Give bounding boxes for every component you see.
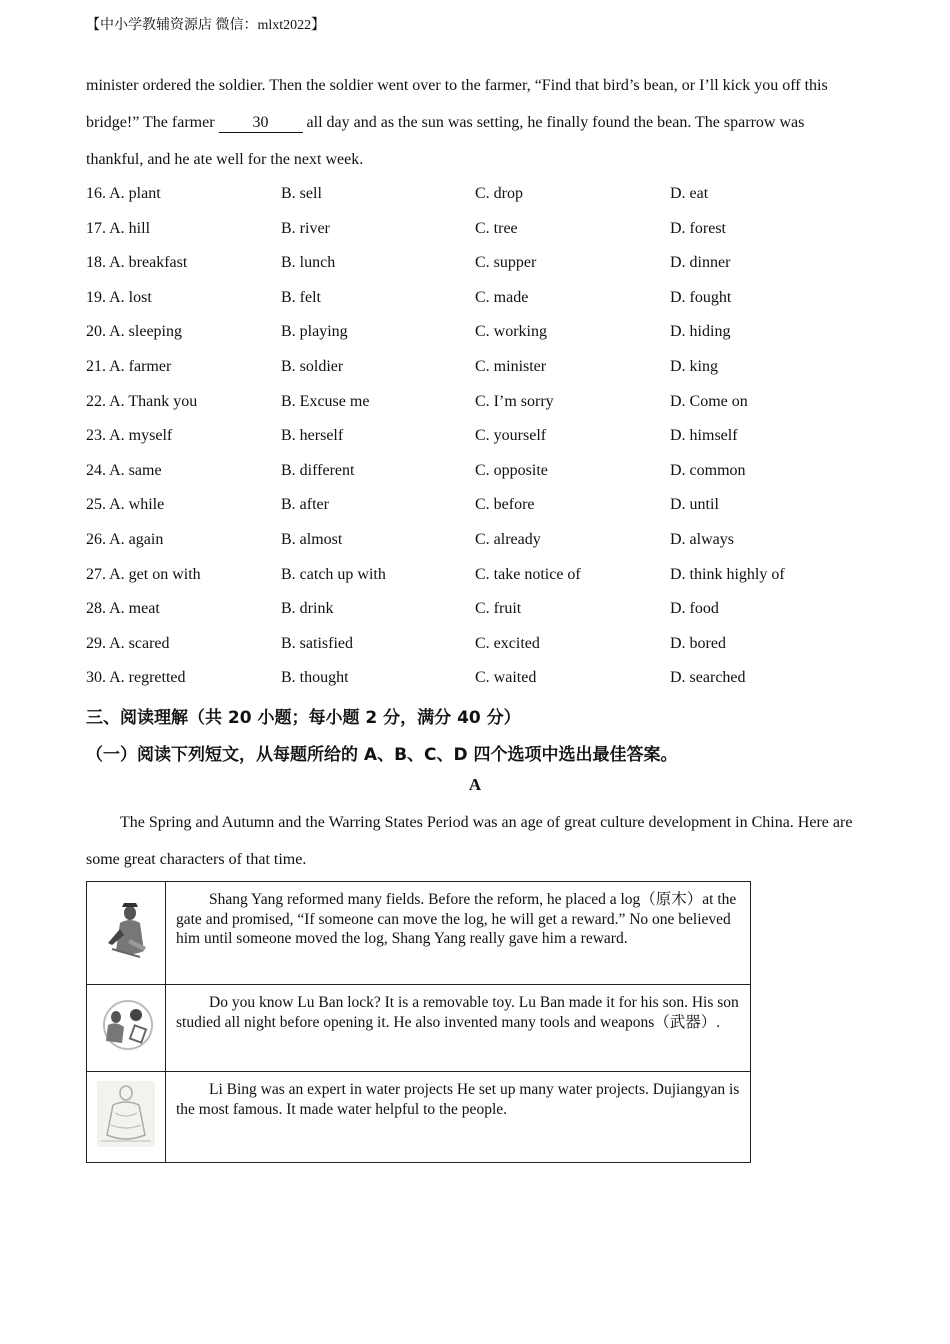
option-a: 23. A. myself <box>86 427 173 445</box>
option-a: 20. A. sleeping <box>86 323 182 341</box>
option-a: 25. A. while <box>86 496 165 514</box>
option-a: 21. A. farmer <box>86 357 172 375</box>
option-d: D. Come on <box>670 392 748 410</box>
passage-a-intro: The Spring and Autumn and the Warring States Period was an age of great culture development in China. Here are some great characters of that time. <box>86 814 853 868</box>
option-d: D. common <box>670 461 746 479</box>
option-a: 30. A. regretted <box>86 669 186 687</box>
page-header: 【中小学教辅资源店 微信：mlxt2022】 <box>86 18 326 33</box>
option-c: C. working <box>475 323 547 341</box>
passage-continuation <box>86 67 866 178</box>
li-bing-description: Li Bing was an expert in water projects He set up many water projects. Dujiangyan is the most famous. It made water helpful to the people. <box>176 1081 740 1118</box>
option-a: 16. A. plant <box>86 185 161 202</box>
option-c: C. supper <box>475 254 537 272</box>
option-d: D. forest <box>670 219 726 237</box>
option-row-22 <box>86 385 866 420</box>
section-3-instructions: （一）阅读下列短文，从每题所给的 A、B、C、D 四个选项中选出最佳答案。 <box>86 745 678 765</box>
option-a: 24. A. same <box>86 461 162 479</box>
option-c: C. I’m sorry <box>475 392 554 410</box>
option-c: C. opposite <box>475 461 548 479</box>
option-row-17 <box>86 212 866 247</box>
option-c: C. waited <box>475 669 537 687</box>
option-d: D. food <box>670 600 719 618</box>
option-row-23 <box>86 419 866 454</box>
option-a: 26. A. again <box>86 530 164 548</box>
option-d: D. eat <box>670 185 709 202</box>
passage-line-2-after: all day and as the sun was setting, he finally found the bean. The sparrow was <box>302 114 805 131</box>
option-row-20 <box>86 315 866 350</box>
shang-yang-portrait-cell <box>87 882 166 985</box>
option-c: C. fruit <box>475 600 522 618</box>
li-bing-portrait-cell <box>87 1072 166 1163</box>
option-b: B. lunch <box>281 254 336 272</box>
option-d: D. searched <box>670 669 746 687</box>
option-a: 27. A. get on with <box>86 565 201 583</box>
characters-table <box>86 881 751 1163</box>
option-a: 22. A. Thank you <box>86 392 198 410</box>
lu-ban-description-cell <box>166 985 751 1072</box>
option-a: 19. A. lost <box>86 288 152 306</box>
option-b: B. after <box>281 496 329 514</box>
table-row-lu-ban <box>87 985 751 1072</box>
passage-line-1: minister ordered the soldier. Then the soldier went over to the farmer, “Find that bird’s bean, or I’ll kick you off this <box>86 77 828 94</box>
lu-ban-portrait-icon <box>96 997 156 1053</box>
option-c: C. minister <box>475 357 547 375</box>
option-b: B. sell <box>281 185 322 202</box>
option-c: C. drop <box>475 185 523 202</box>
option-b: B. drink <box>281 600 334 618</box>
option-row-18 <box>86 246 866 281</box>
cloze-blank-30: 30 <box>219 114 303 133</box>
option-c: C. yourself <box>475 427 547 445</box>
cloze-options-list <box>86 177 866 696</box>
option-row-27 <box>86 558 866 593</box>
option-row-25 <box>86 488 866 523</box>
option-a: 18. A. breakfast <box>86 254 188 272</box>
option-row-24 <box>86 454 866 489</box>
option-b: B. different <box>281 461 355 479</box>
option-d: D. himself <box>670 427 738 445</box>
option-d: D. bored <box>670 634 726 652</box>
option-row-16 <box>86 177 866 212</box>
option-b: B. felt <box>281 288 321 306</box>
option-d: D. think highly of <box>670 565 785 583</box>
passage-a-label: A <box>468 775 482 794</box>
option-a: 29. A. scared <box>86 634 170 652</box>
option-b: B. soldier <box>281 357 344 375</box>
shang-yang-portrait-icon <box>100 899 152 961</box>
option-a: 28. A. meat <box>86 600 160 618</box>
section-3-title: 三、阅读理解（共 20 小题；每小题 2 分，满分 40 分） <box>86 708 521 728</box>
option-b: B. thought <box>281 669 349 687</box>
option-row-30 <box>86 661 866 696</box>
option-d: D. dinner <box>670 254 731 272</box>
option-c: C. take notice of <box>475 565 581 583</box>
option-c: C. made <box>475 288 529 306</box>
table-row-li-bing <box>87 1072 751 1163</box>
option-row-26 <box>86 523 866 558</box>
option-b: B. almost <box>281 530 343 548</box>
shang-yang-description: Shang Yang reformed many fields. Before the reform, he placed a log（原木）at the gate and promised, “If someone can move the log, he will get a reward.” No one believed him until someone moved the log, Shang Yang really gave him a reward. <box>176 891 737 947</box>
option-b: B. playing <box>281 323 348 341</box>
passage-line-2-before: bridge!” The farmer <box>86 114 219 131</box>
lu-ban-description: Do you know Lu Ban lock? It is a removable toy. Lu Ban made it for his son. His son studied all night before opening it. He also invented many tools and weapons（武器）. <box>176 994 739 1031</box>
table-row-shang-yang <box>87 882 751 985</box>
li-bing-description-cell <box>166 1072 751 1163</box>
option-b: B. satisfied <box>281 634 353 652</box>
passage-line-3: thankful, and he ate well for the next week. <box>86 151 364 168</box>
option-row-19 <box>86 281 866 316</box>
option-b: B. catch up with <box>281 565 386 583</box>
option-b: B. Excuse me <box>281 392 370 410</box>
option-row-29 <box>86 627 866 662</box>
option-c: C. already <box>475 530 541 548</box>
option-d: D. always <box>670 530 734 548</box>
option-c: C. excited <box>475 634 540 652</box>
option-row-28 <box>86 592 866 627</box>
lu-ban-portrait-cell <box>87 985 166 1072</box>
option-c: C. tree <box>475 219 518 237</box>
option-c: C. before <box>475 496 535 514</box>
option-d: D. until <box>670 496 719 514</box>
li-bing-portrait-icon <box>95 1079 157 1149</box>
option-a: 17. A. hill <box>86 219 151 237</box>
passage-line-2 <box>86 104 866 141</box>
option-d: D. king <box>670 357 718 375</box>
option-row-21 <box>86 350 866 385</box>
option-d: D. hiding <box>670 323 731 341</box>
option-d: D. fought <box>670 288 732 306</box>
shang-yang-description-cell <box>166 882 751 985</box>
option-b: B. herself <box>281 427 344 445</box>
option-b: B. river <box>281 219 330 237</box>
